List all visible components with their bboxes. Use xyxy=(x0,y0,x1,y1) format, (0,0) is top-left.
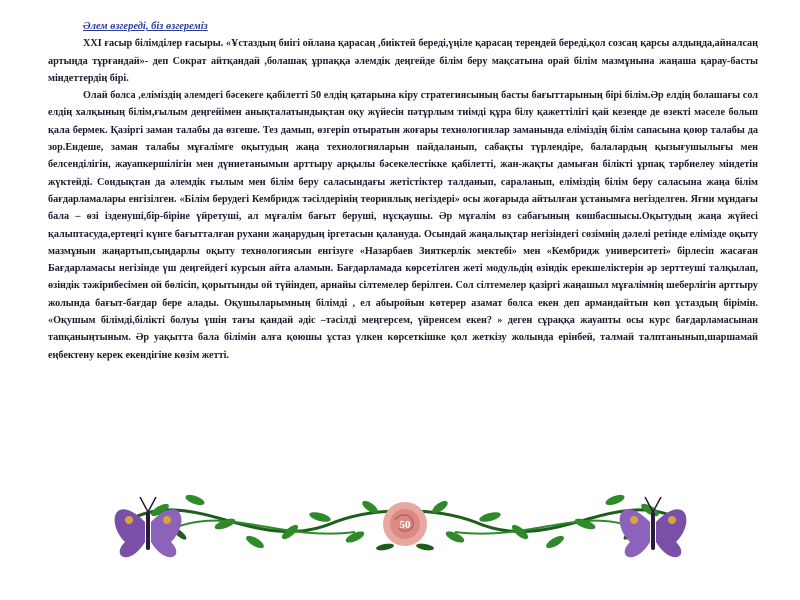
rose-icon xyxy=(383,502,427,546)
rose-badge-text: 50 xyxy=(399,519,411,531)
floral-banner xyxy=(105,462,705,572)
paragraph-1: XXI ғасыр білімділер ғасыры. «Ұстаздың биігі ойлана қарасаң ,биіктей береді,үңіле қарасаң тереңдей береді,қол созсаң қарсы алдыңда,айналсаң артыңда тұрғандай»- деп Сократ айтқандай ,болашақ ұрпаққа әлемдік деңгейде білім беру мақсатына орай білім мазмұнына жаңаша қарау-басты міндеттердің бірі. xyxy=(48,38,758,84)
paragraph-2: Олай болса ,еліміздің әлемдегі бәсекеге қабілетті 50 елдің қатарына кіру стратегиясының басты бағыттарының бірі білім.Әр елдің болашағы сол елдің халқының білім,ғылым деңгейімен анықталатындықтан оқу жүйесін пәтұрлым тиімді құра білу қажеттілігі қай кезеңде де өзекті мәселе болып қала бермек. Қазіргі заман талабы да өзгеше. Тез дамып, өзгеріп отыратын жоғары технологиялар заманында еліміздің білім сапасына қоюр талабы да зор.Ендеше, заман талабы мұғалімге оқытудың жаңа технологияларын пайдаланып, сабақты түрлендіре, балалардың қызығушылығы мен белсенділігін, жауапкершілігін мен дүниетанымын арттыру арқылы бәсекелестікке қабілетті, жан-жақты дамыған білікті ұрпақ тәрбиелеу міндетін жүктейді. Сондықтан да әлемдік ғылым мен білім беру саласындағы жетістіктер талданып, сараланып, еліміздің білім беру саласына жаңа білім бағдарламалары енгізілген. «Білім берудегі Кембридж тәсілдерінің теориялық негіздері» осы жоғарыда айтылған ұстанымға негізделген. Яғни мұндағы бала – өзі ізденуші,бір-біріне үйретуші, ал мұғалім бағыт беруші, нұсқаушы. Әр мұғалім өз сабағының көшбасшысы.Оқытудың жаңа жүйесі қалыптасуда,ертеңгі күнге бағытталған рухани жаңарудың іргетасын қалануда. Осындай жаңалықтар негізіндегі сөзімнің дәлелі ретінде елімізде оқыту мазмұнын жаңартып,сыңдарлы оқыту технологиясын енгізуге «Назарбаев Зияткерлік мектебі» мен «Кембридж университеті» бірлесіп жасаған Бағдарламасы негізінде үш деңгейдегі курсын айта аламын. Бағдарламада көрсетілген жеті модульдің өзіндік ерекшеліктерін әр зерттеуші талқылап, өзіндік тәжірибесімен ой бөлісіп, қорытынды ой түйіндеп, арнайы сілтемелер берілген. Сол сілтемелер қазіргі жаңашыл мұғалімнің шеберлігін арттыру жолында бағыт-бағдар бере алады. Оқушыларымның білімді , ел абыройын көтерер азамат болса екен деп армандайтын көп ұстаздың бірімін. «Оқушым білімді,білікті болуы үшін тағы қандай әдіс –тәсілді меңгерсем, үйренсем екен? » деген сұраққа жауапты осы курс бағдарламасынан тапқаныңтыным. Әр уақытта бала білімін алға қоюшы ұстаз үлкен көрсеткішке қол жеткізу жолында ерінбей, талмай талптанынып,шаршамай еңбектену керек екендігіне көзім жетті. xyxy=(48,90,758,361)
butterfly-left-icon xyxy=(115,497,182,557)
text-block xyxy=(48,14,758,364)
butterfly-right-icon xyxy=(620,497,687,557)
document-title: Әлем өзгереді, біз өзгереміз xyxy=(83,21,208,32)
